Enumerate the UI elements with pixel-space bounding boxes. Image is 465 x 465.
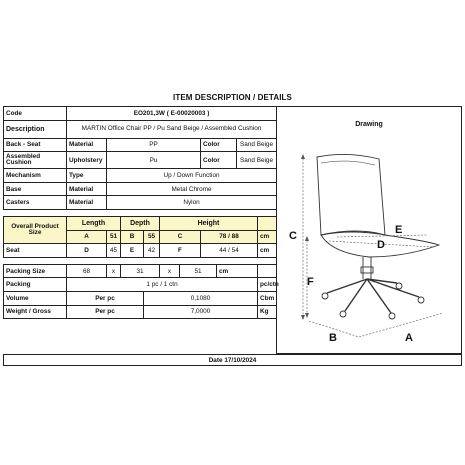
- back-seat-material-value: PP: [107, 138, 201, 152]
- details-table: [3, 106, 277, 319]
- base-material-label: Material: [67, 182, 107, 196]
- drawing-label-f: F: [307, 276, 314, 288]
- caster: [389, 313, 395, 319]
- overall-unit: cm: [258, 230, 277, 244]
- packing-size-label: Packing Size: [4, 264, 67, 278]
- weight-unit: Kg: [258, 305, 277, 319]
- description-value: MARTIN Office Chair PP / Pu Sand Beige / Assembled Cushion: [67, 120, 277, 138]
- caster: [418, 297, 424, 303]
- document-title: ITEM DESCRIPTION / DETAILS: [173, 93, 292, 102]
- back-seat-row: [4, 138, 277, 152]
- volume-row: [4, 291, 277, 305]
- arrowhead: [305, 236, 309, 241]
- packing-value: 1 pc / 1 ctn: [67, 278, 258, 292]
- seat-row: [4, 244, 277, 258]
- weight-per: Per pc: [67, 305, 144, 319]
- dim-a-value: 51: [107, 230, 121, 244]
- back-seat-label: Back - Seat: [4, 138, 67, 152]
- mechanism-type-label: Type: [67, 169, 107, 183]
- upholstery-value: Pu: [107, 152, 201, 169]
- dim-b-value: 55: [144, 230, 160, 244]
- cushion-color-value: Sand Beige: [237, 152, 277, 169]
- overall-size-label: Overall Product Size: [4, 216, 67, 243]
- overall-header-blank: [258, 216, 277, 230]
- volume-unit: Cbm: [258, 291, 277, 305]
- casters-label: Casters: [4, 196, 67, 210]
- dim-c-label: C: [160, 230, 201, 244]
- description-row: [4, 120, 277, 138]
- height-header: Height: [160, 216, 258, 230]
- star-base: [327, 279, 419, 313]
- chair-backrest: [317, 154, 385, 235]
- drawing-label-d: D: [377, 239, 385, 251]
- dim-line-a: [359, 313, 443, 337]
- base-row: [4, 182, 277, 196]
- overall-header-row: [4, 216, 277, 230]
- code-row: [4, 107, 277, 121]
- depth-header: Depth: [121, 216, 160, 230]
- chair-drawing: [277, 107, 463, 355]
- dim-b-label: B: [121, 230, 144, 244]
- dim-d-label: D: [67, 244, 107, 258]
- gas-lift: [363, 257, 371, 279]
- packing-length: 68: [67, 264, 107, 278]
- dim-e-value: 42: [144, 244, 160, 258]
- description-label: Description: [4, 120, 67, 138]
- caster: [340, 311, 346, 317]
- packing-height: 51: [180, 264, 217, 278]
- dim-d-value: 45: [107, 244, 121, 258]
- base-label: Base: [4, 182, 67, 196]
- arrowhead: [301, 315, 305, 320]
- weight-label: Weight / Gross: [4, 305, 67, 319]
- weight-value: 7,0000: [144, 305, 258, 319]
- length-header: Length: [67, 216, 121, 230]
- cushion-color-label: Color: [201, 152, 237, 169]
- code-value: EO201,3W ( E-00020003 ): [67, 107, 277, 121]
- dim-f-label: F: [160, 244, 201, 258]
- packing-size-row: [4, 264, 277, 278]
- caster: [396, 283, 402, 289]
- drawing-label-e: E: [395, 224, 403, 236]
- arrowhead: [301, 154, 305, 159]
- upholstery-label: Upholstery: [67, 152, 107, 169]
- dim-line-e: [337, 235, 427, 237]
- back-seat-color-label: Color: [201, 138, 237, 152]
- casters-material-value: Nylon: [107, 196, 277, 210]
- casters-row: [4, 196, 277, 210]
- spacer: [4, 209, 277, 216]
- back-seat-material-label: Material: [67, 138, 107, 152]
- casters-material-label: Material: [67, 196, 107, 210]
- packing-unit: pc/ctn: [258, 278, 277, 292]
- mechanism-label: Mechanism: [4, 169, 67, 183]
- packing-row: [4, 278, 277, 292]
- dim-e-label: E: [121, 244, 144, 258]
- packing-width: 31: [121, 264, 160, 278]
- volume-per: Per pc: [67, 291, 144, 305]
- drawing-label-b: B: [329, 332, 337, 344]
- drawing-label-c: C: [289, 230, 297, 242]
- mechanism-type-value: Up / Down Function: [107, 169, 277, 183]
- arrowhead: [305, 313, 309, 318]
- spacer: [4, 257, 277, 264]
- packing-label: Packing: [4, 278, 67, 292]
- base-material-value: Metal Chrome: [107, 182, 277, 196]
- dim-f-value: 44 / 54: [201, 244, 258, 258]
- code-label: Code: [4, 107, 67, 121]
- packing-size-unit: cm: [217, 264, 258, 278]
- back-seat-color-value: Sand Beige: [237, 138, 277, 152]
- dim-a-label: A: [67, 230, 107, 244]
- assembled-cushion-row: [4, 152, 277, 169]
- packing-x2: x: [160, 264, 180, 278]
- seat-label: Seat: [4, 244, 67, 258]
- drawing-panel: [276, 106, 462, 354]
- packing-x1: x: [107, 264, 121, 278]
- date-line: Date 17/10/2024: [3, 354, 462, 366]
- drawing-label-a: A: [405, 332, 413, 344]
- backrest-inner: [321, 161, 375, 165]
- assembled-cushion-label: Assembled Cushion: [4, 152, 67, 169]
- seat-unit: cm: [258, 244, 277, 258]
- dim-c-value: 78 / 88: [201, 230, 258, 244]
- mechanism-row: [4, 169, 277, 183]
- volume-label: Volume: [4, 291, 67, 305]
- packing-size-blank: [258, 264, 277, 278]
- drawing-title: Drawing: [355, 121, 383, 128]
- volume-value: 0,1080: [144, 291, 258, 305]
- caster: [322, 293, 328, 299]
- weight-row: [4, 305, 277, 319]
